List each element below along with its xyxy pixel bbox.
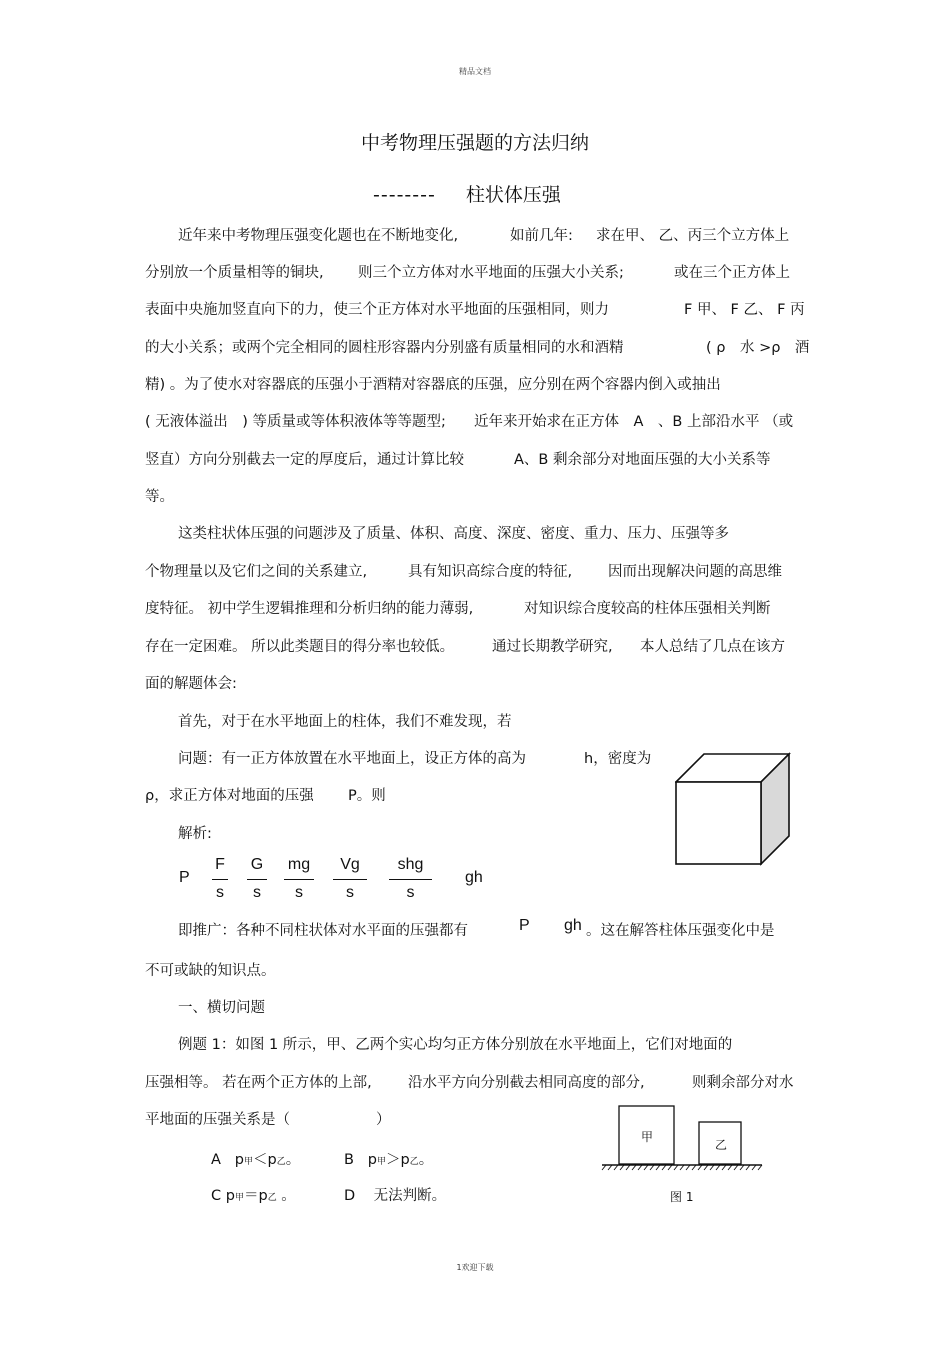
subtitle-dashes: -------- [373,184,436,206]
figure-1 [600,1103,765,1178]
question-line1a: 问题：有一正方体放置在水平地面上，设正方体的高为 [178,751,526,767]
para2-line1: 这类柱状体压强的问题涉及了质量、体积、高度、深度、密度、重力、压力、压强等多 [178,526,729,542]
example-line3b: ） [376,1112,391,1128]
option-b: B p甲＞p乙。 [344,1152,434,1168]
example-line2c: 则剩余部分对水 [692,1075,794,1091]
generalize-line1a: 即推广：各种不同柱状体对水平面的压强都有 [178,923,468,939]
fraction-3-denominator: s [295,884,303,901]
fraction-4-bar [333,879,367,880]
fraction-2-bar [247,879,267,880]
para1-line7b: A、B 剩余部分对地面压强的大小关系等 [514,452,771,468]
para3-line1: 首先，对于在水平地面上的柱体，我们不难发现，若 [178,714,512,730]
para2-line3b: 对知识综合度较高的柱体压强相关判断 [524,601,771,617]
option-c: C p甲＝p乙 。 [211,1188,296,1204]
para1-line2b: 则三个立方体对水平地面的压强大小关系; [358,265,624,281]
fraction-2-numerator: G [250,856,264,873]
generalize-line2: 不可或缺的知识点。 [145,963,276,979]
para1-line5: 精) 。为了使水对容器底的压强小于酒精对容器底的压强，应分别在两个容器内倒入或抽出 [145,377,721,393]
question-line1b: h，密度为 [584,751,652,767]
para2-line5: 面的解题体会: [145,676,237,692]
para1-line7a: 竖直）方向分别截去一定的厚度后，通过计算比较 [145,452,464,468]
para2-line4b: 通过长期教学研究, [492,639,613,655]
document-subtitle [373,180,561,207]
fraction-1-numerator: F [215,856,225,873]
fraction-5-denominator: s [406,884,415,901]
para1-line6a: ( 无液体溢出 ) 等质量或等体积液体等等题型; [145,414,446,430]
figure-1-caption: 图 1 [670,1190,694,1204]
analysis-label: 解析: [178,826,212,842]
para1-line6b: 近年来开始求在正方体 A 、B 上部沿水平 （或 [474,414,794,430]
formula-fraction-3 [284,856,314,906]
example-line1: 例题 1：如图 1 所示，甲、乙两个实心均匀正方体分别放在水平地面上，它们对地面的 [178,1037,733,1053]
para1-line2c: 或在三个正方体上 [674,265,790,281]
section-heading-1: 一、横切问题 [178,1000,265,1016]
para2-line2b: 具有知识高综合度的特征, [408,564,573,580]
formula-fraction-4 [333,856,367,906]
option-a: A p甲＜p乙。 [211,1152,301,1168]
para2-line4c: 本人总结了几点在该方 [640,639,785,655]
example-line2a: 压强相等。 若在两个正方体的上部, [145,1075,372,1091]
fraction-3-numerator: mg [287,856,311,873]
para1-line3a: 表面中央施加竖直向下的力，使三个正方体对水平地面的压强相同，则力 [145,302,609,318]
fraction-3-bar [284,879,314,880]
formula-fraction-5 [389,856,432,906]
question-line2b: P。则 [348,788,386,804]
page-header: 精品文档 [459,67,491,76]
para1-line1c: 求在甲、 乙、丙三个立方体上 [596,228,790,244]
fraction-1-denominator: s [216,884,224,901]
para1-line1b: 如前几年: [510,228,573,244]
para2-line2a: 个物理量以及它们之间的关系建立, [145,564,368,580]
para2-line2c: 因而出现解决问题的高思维 [608,564,782,580]
formula-fraction-2 [247,856,267,906]
generalize-line1b: 。这在解答柱体压强变化中是 [586,923,775,939]
fraction-5-bar [389,879,432,880]
subtitle-text: 柱状体压强 [465,184,561,206]
fraction-2-denominator: s [253,884,261,901]
fraction-4-numerator: Vg [340,856,360,873]
label-jia: 甲 [640,1130,654,1144]
option-d: D 无法判断。 [344,1188,447,1204]
fraction-1-bar [212,879,228,880]
cube-figure [675,752,791,867]
para2-line4a: 存在一定困难。 所以此类题目的得分率也较低。 [145,639,455,655]
cube-front-face [676,782,761,864]
para1-line4b: ( ρ 水 >ρ 酒 [706,340,810,356]
inline-formula-gh: gh [564,917,582,934]
formula-gh: gh [465,869,483,886]
para1-line3b: F 甲、 F 乙、 F 丙 [684,302,805,318]
fraction-4-denominator: s [346,884,354,901]
label-yi: 乙 [714,1138,728,1152]
fraction-5-numerator: shg [397,856,424,873]
example-line2b: 沿水平方向分别截去相同高度的部分, [408,1075,645,1091]
page-footer: 1欢迎下载 [456,1263,494,1272]
para1-line4a: 的大小关系；或两个完全相同的圆柱形容器内分别盛有质量相同的水和酒精 [145,340,624,356]
para1-line8: 等。 [145,489,174,505]
para1-line1a: 近年来中考物理压强变化题也在不断地变化, [178,228,459,244]
question-line2a: ρ，求正方体对地面的压强 [145,788,314,804]
inline-formula-P: P [519,917,530,934]
para1-line2a: 分别放一个质量相等的铜块, [145,265,324,281]
example-line3a: 平地面的压强关系是（ [145,1112,290,1128]
para2-line3a: 度特征。 初中学生逻辑推理和分析归纳的能力薄弱, [145,601,474,617]
formula-fraction-1 [212,856,228,906]
formula-P: P [179,869,190,886]
document-title: 中考物理压强题的方法归纳 [360,132,589,154]
